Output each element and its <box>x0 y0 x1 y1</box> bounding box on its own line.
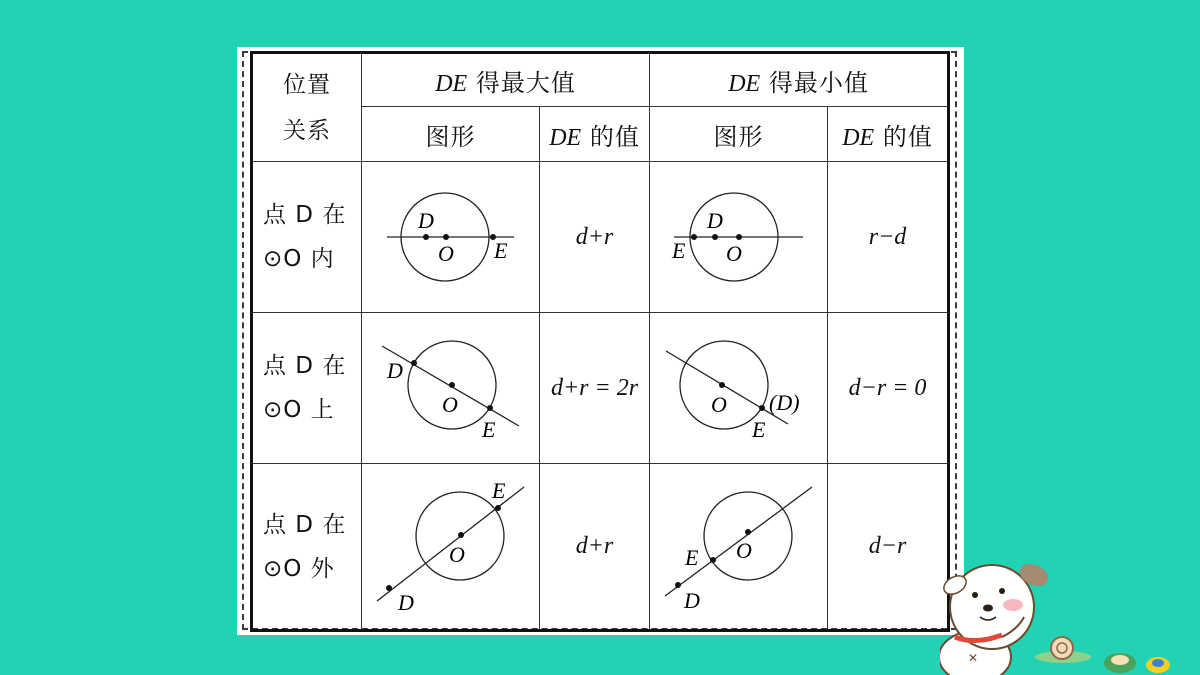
puppy-eye-left <box>972 592 978 598</box>
label-e: E <box>672 238 686 263</box>
figure-min-on <box>650 313 828 464</box>
point-o <box>449 382 455 388</box>
value-min-outside: d−r <box>828 464 949 631</box>
label-o: O <box>726 241 742 266</box>
point-o <box>745 529 751 535</box>
label-d: D <box>398 590 414 615</box>
header-min-group <box>650 53 949 107</box>
point-d <box>423 234 429 240</box>
candy-yellow-top <box>1152 659 1164 667</box>
value-max-outside: d+r <box>540 464 650 631</box>
label-d: D <box>387 358 403 383</box>
table-row <box>252 313 949 464</box>
value-min-inside: r−d <box>828 162 949 313</box>
point-e <box>495 505 501 511</box>
circle-shape <box>704 492 792 580</box>
header-relation <box>252 53 362 162</box>
table-row <box>252 162 949 313</box>
comparison-table <box>250 51 950 632</box>
label-e: E <box>752 417 766 442</box>
point-d <box>675 582 681 588</box>
point-e <box>710 557 716 563</box>
point-o <box>719 382 725 388</box>
label-d: D <box>707 208 723 233</box>
label-o: O <box>711 392 727 417</box>
header-max-label: 得最大值 <box>467 68 576 97</box>
geometry-figure <box>362 162 540 312</box>
value-max-on: d+r = 2r <box>540 313 650 464</box>
candy-green-top <box>1111 655 1129 665</box>
relation-cell <box>252 313 362 464</box>
point-d <box>712 234 718 240</box>
header-max-value-label: 的值 <box>581 122 640 151</box>
label-d: D <box>684 588 700 613</box>
relation-line2: ⊙O 内 <box>263 246 335 272</box>
value-max-inside: d+r <box>540 162 650 313</box>
puppy-nose <box>983 605 993 612</box>
point-o <box>736 234 742 240</box>
relation-line2: ⊙O 上 <box>263 397 335 423</box>
label-d: (D) <box>769 390 800 415</box>
geometry-figure <box>362 313 540 463</box>
point-o <box>458 532 464 538</box>
figure-min-inside <box>650 162 828 313</box>
geometry-figure <box>650 313 828 463</box>
header-max-figure: 图形 <box>362 107 540 162</box>
header-min-value-var: DE <box>842 124 875 151</box>
figure-max-outside <box>362 464 540 631</box>
point-o <box>443 234 449 240</box>
header-relation-line1: 位置 <box>283 71 331 98</box>
label-e: E <box>494 238 508 263</box>
snail-shell-icon <box>1051 637 1073 659</box>
geometry-figure <box>650 464 828 629</box>
label-o: O <box>438 241 454 266</box>
header-relation-line2: 关系 <box>283 117 331 144</box>
table-row <box>252 464 949 631</box>
point-e <box>691 234 697 240</box>
label-e: E <box>492 478 506 503</box>
figure-max-inside <box>362 162 540 313</box>
point-d <box>411 360 417 366</box>
relation-cell <box>252 464 362 631</box>
geometry-figure <box>650 162 828 312</box>
puppy-tag-icon: ✕ <box>968 651 979 665</box>
relation-line2: ⊙O 外 <box>263 555 335 582</box>
point-e <box>487 405 493 411</box>
header-min-var: DE <box>728 70 761 97</box>
puppy-eye-right <box>999 588 1005 594</box>
relation-line1: 点 D 在 <box>263 511 347 538</box>
label-e: E <box>685 545 699 570</box>
label-o: O <box>442 392 458 417</box>
header-min-figure: 图形 <box>650 107 828 162</box>
header-max-var: DE <box>435 70 468 97</box>
header-min-value-label: 的值 <box>874 122 933 151</box>
relation-line1: 点 D 在 <box>263 202 347 228</box>
label-e: E <box>482 417 496 442</box>
label-o: O <box>736 538 752 563</box>
label-d: D <box>418 208 434 233</box>
header-max-group <box>362 53 650 107</box>
header-max-value-var: DE <box>549 124 582 151</box>
geometry-figure <box>362 464 540 629</box>
figure-min-outside <box>650 464 828 631</box>
point-d <box>386 585 392 591</box>
label-o: O <box>449 542 465 567</box>
relation-line1: 点 D 在 <box>263 353 347 379</box>
header-max-value <box>540 107 650 162</box>
value-min-on: d−r = 0 <box>828 313 949 464</box>
puppy-cheek <box>1003 599 1023 611</box>
header-min-value <box>828 107 949 162</box>
puppy-decoration <box>940 545 1200 675</box>
point-e <box>759 405 765 411</box>
figure-max-on <box>362 313 540 464</box>
header-min-label: 得最小值 <box>760 68 869 97</box>
relation-cell <box>252 162 362 313</box>
